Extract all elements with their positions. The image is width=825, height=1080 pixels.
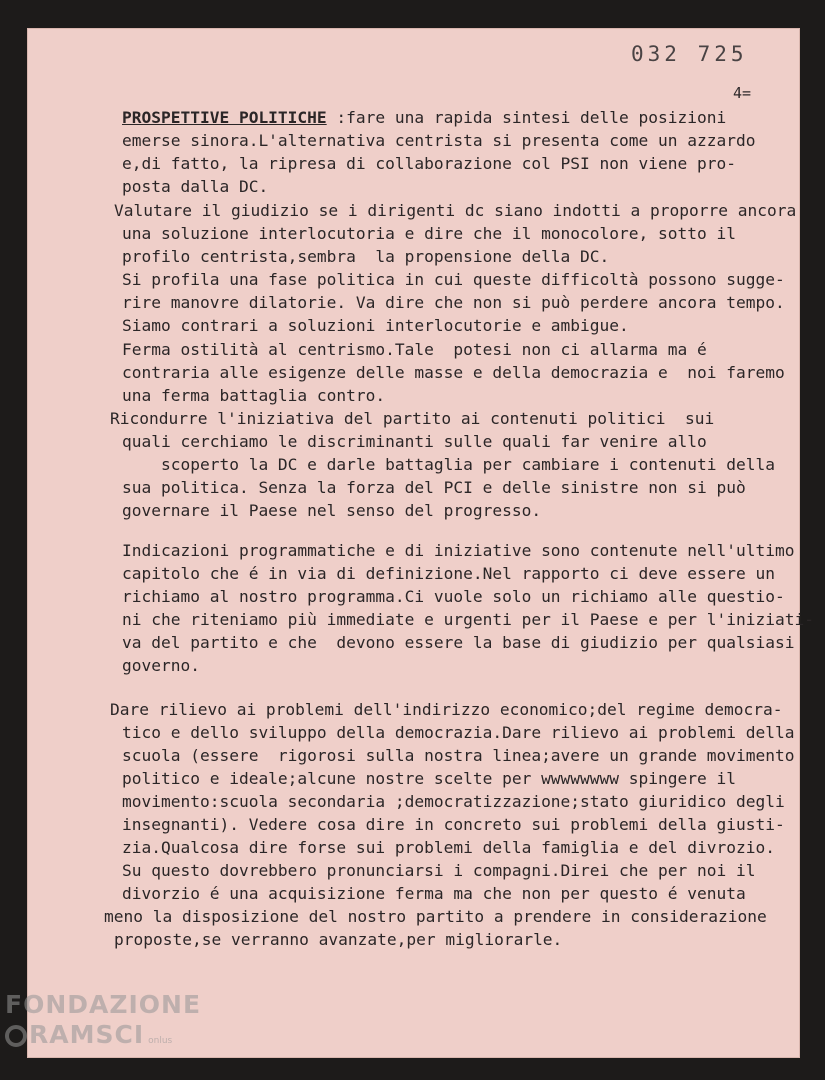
text-line: posta dalla DC.: [122, 177, 269, 196]
text-line: zia.Qualcosa dire forse sui problemi della famiglia e del divrozio.: [122, 838, 775, 857]
text-line: Ferma ostilità al centrismo.Tale potesi non ci allarma ma é: [122, 340, 707, 359]
text-line: Siamo contrari a soluzioni interlocutorie e ambigue.: [122, 316, 629, 335]
text-line: Si profila una fase politica in cui queste difficoltà possono sugge-: [122, 270, 785, 289]
text-line: governare il Paese nel senso del progresso.: [122, 501, 542, 520]
heading-line: [122, 106, 726, 129]
text-line: rire manovre dilatorie. Va dire che non si può perdere ancora tempo.: [122, 293, 785, 312]
text-line: richiamo al nostro programma.Ci vuole solo un richiamo alle questio-: [122, 587, 785, 606]
text-line: contraria alle esigenze delle masse e della democrazia e noi faremo: [122, 363, 785, 382]
heading-continuation: :fare una rapida sintesi delle posizioni: [326, 108, 727, 127]
text-line: scoperto la DC e darle battaglia per cambiare i contenuti della: [122, 455, 775, 474]
text-line: Dare rilievo ai problemi dell'indirizzo economico;del regime democra-: [110, 700, 783, 719]
text-line: Su questo dovrebbero pronunciarsi i compagni.Direi che per noi il: [122, 861, 756, 880]
text-line: meno la disposizione del nostro partito a prendere in considerazione: [104, 907, 767, 926]
watermark-line2-wrap: [5, 1020, 201, 1056]
watermark-line2: RAMSCI: [29, 1020, 145, 1049]
text-line: Valutare il giudizio se i dirigenti dc siano indotti a proporre ancora: [114, 201, 797, 220]
text-line: capitolo che é in via di definizione.Nel rapporto ci deve essere un: [122, 564, 775, 583]
sheet-index: 4=: [733, 84, 752, 102]
gramsci-logo-icon: [5, 1025, 27, 1047]
text-line: tico e dello sviluppo della democrazia.Dare rilievo ai problemi della: [122, 723, 795, 742]
text-line: ni che riteniamo più immediate e urgenti per il Paese e per l'iniziati-: [122, 610, 814, 629]
text-line: una soluzione interlocutoria e dire che il monocolore, sotto il: [122, 224, 736, 243]
text-line: va del partito e che devono essere la base di giudizio per qualsiasi: [122, 633, 795, 652]
text-line: movimento:scuola secondaria ;democratizzazione;stato giuridico degli: [122, 792, 785, 811]
text-line: Ricondurre l'iniziativa del partito ai contenuti politici sui: [110, 409, 715, 428]
text-line: divorzio é una acquisizione ferma ma che non per questo é venuta: [122, 884, 746, 903]
watermark-small: onlus: [148, 1036, 173, 1046]
text-line: scuola (essere rigorosi sulla nostra linea;avere un grande movimento: [122, 746, 795, 765]
text-line: una ferma battaglia contro.: [122, 386, 386, 405]
text-line: governo.: [122, 656, 200, 675]
text-line: sua politica. Senza la forza del PCI e delle sinistre non si può: [122, 478, 746, 497]
text-line: e,di fatto, la ripresa di collaborazione col PSI non viene pro-: [122, 154, 736, 173]
document-page: [27, 28, 814, 1058]
text-line: profilo centrista,sembra la propensione della DC.: [122, 247, 610, 266]
section-heading: PROSPETTIVE POLITICHE: [122, 108, 327, 127]
text-line: proposte,se verranno avanzate,per migliorarle.: [114, 930, 563, 949]
text-line: Indicazioni programmatiche e di iniziative sono contenute nell'ultimo: [122, 541, 795, 560]
text-line: emerse sinora.L'alternativa centrista si presenta come un azzardo: [122, 131, 756, 150]
archive-watermark: [5, 990, 201, 1056]
archive-page-number: 032 725: [631, 42, 748, 66]
watermark-line1: FONDAZIONE: [5, 990, 202, 1019]
text-line: quali cerchiamo le discriminanti sulle quali far venire allo: [122, 432, 707, 451]
text-line: insegnanti). Vedere cosa dire in concreto sui problemi della giusti-: [122, 815, 785, 834]
text-line: politico e ideale;alcune nostre scelte per wwwwwwww spingere il: [122, 769, 736, 788]
